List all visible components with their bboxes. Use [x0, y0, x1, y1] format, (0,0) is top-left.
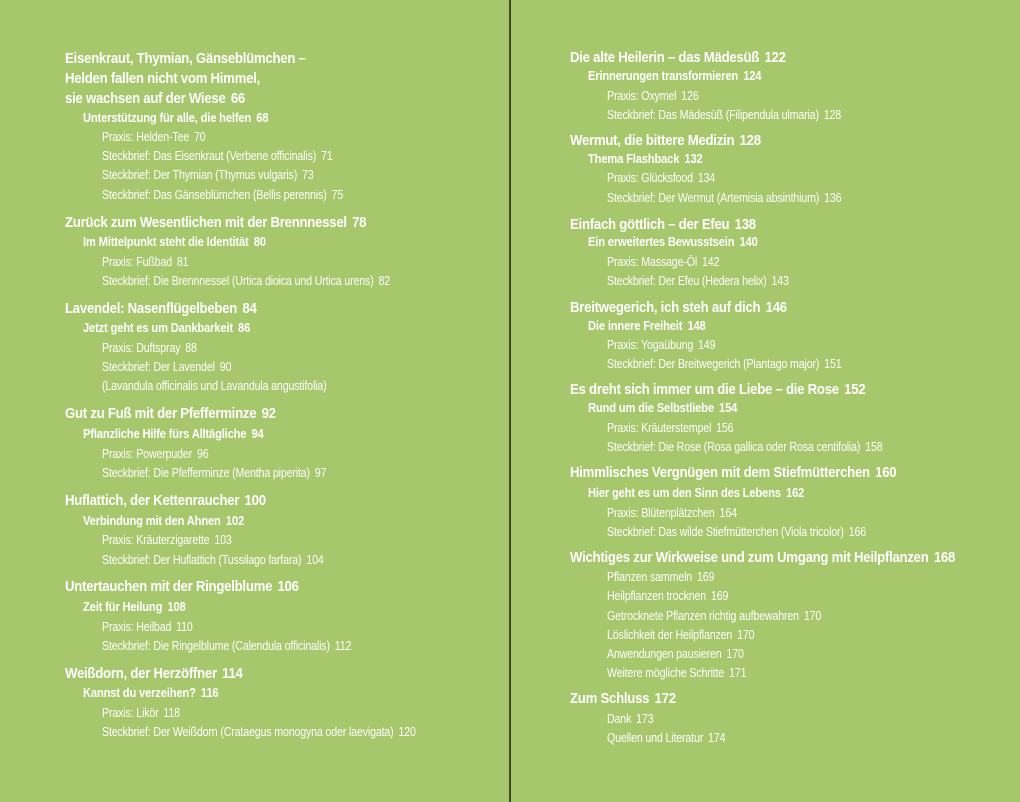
toc-entry-title: Rund um die Selbstliebe	[588, 400, 714, 415]
book-spine	[509, 0, 511, 802]
toc-page-number: 80	[253, 234, 266, 249]
toc-entry-title: Steckbrief: Der Huflattich (Tussilago farfara)	[102, 552, 302, 567]
toc-page-number: 103	[214, 532, 232, 547]
toc-page-number: 164	[719, 505, 737, 520]
toc-entry-title: Steckbrief: Die Brennnessel (Urtica dioica und Urtica urens)	[102, 273, 374, 288]
toc-page-number: 134	[697, 170, 716, 185]
toc-page-number: 81	[176, 254, 189, 269]
toc-entry-title: Lavendel: Nasenflügelbeben	[65, 300, 238, 317]
toc-entry-title: Unterstützung für alle, die helfen	[83, 110, 252, 125]
toc-entry-title: Zeit für Heilung	[83, 599, 163, 614]
toc-page-number: 78	[352, 214, 367, 231]
toc-entry-title: Praxis: Duftspray	[102, 340, 181, 355]
toc-chapter	[65, 405, 276, 422]
toc-chapter	[65, 300, 257, 317]
toc-entry-title: Himmlisches Vergnügen mit dem Stiefmütterchen	[570, 464, 870, 481]
toc-page-number: 104	[306, 552, 324, 567]
toc-entry-title: Steckbrief: Die Ringelblume (Calendula officinalis)	[102, 638, 330, 653]
toc-section	[83, 599, 186, 614]
toc-entry-title: Die alte Heilerin – das Mädesüß	[570, 49, 760, 66]
toc-page-number: 169	[696, 569, 715, 584]
toc-page-number: 84	[242, 300, 257, 317]
toc-subentry	[607, 88, 699, 103]
toc-subentry	[102, 273, 390, 288]
toc-page-number: 142	[701, 254, 720, 269]
toc-entry-title: Getrocknete Pflanzen richtig aufbewahren	[607, 608, 799, 623]
toc-page-number: 154	[719, 400, 738, 415]
toc-section	[588, 234, 758, 249]
toc-subentry	[607, 505, 737, 520]
toc-section	[588, 68, 761, 83]
toc-page-number: 128	[739, 132, 761, 149]
toc-entry-title: Dank	[607, 711, 632, 726]
toc-chapter	[570, 132, 761, 149]
toc-page-number: 173	[636, 711, 654, 726]
toc-page-number: 96	[196, 446, 209, 461]
toc-entry-title: Jetzt geht es um Dankbarkeit	[83, 320, 233, 335]
toc-entry-title: Gut zu Fuß mit der Pfefferminze	[65, 405, 257, 422]
toc-page-number: 149	[698, 337, 716, 352]
toc-chapter	[570, 464, 896, 481]
toc-page-number: 120	[398, 724, 416, 739]
toc-chapter	[570, 690, 676, 707]
toc-page-number: 108	[167, 599, 186, 614]
toc-chapter	[570, 49, 786, 66]
toc-page-number: 88	[185, 340, 197, 355]
toc-subentry	[607, 730, 725, 745]
toc-page-number: 152	[844, 381, 866, 398]
toc-subentry	[607, 337, 715, 352]
toc-subentry	[607, 711, 653, 726]
toc-page-number: 122	[764, 49, 786, 66]
toc-page-number: 172	[654, 690, 676, 707]
toc-entry-title: Praxis: Glücksfood	[607, 170, 693, 185]
toc-entry-title: (Lavandula officinalis und Lavandula angustifolia)	[102, 378, 327, 393]
toc-page-number: 116	[200, 685, 219, 700]
toc-page-number: 171	[729, 665, 747, 680]
toc-chapter	[570, 216, 756, 233]
toc-page-number: 70	[194, 129, 206, 144]
toc-subentry	[607, 524, 866, 539]
toc-entry-title: Anwendungen pausieren	[607, 646, 722, 661]
toc-subentry	[102, 724, 416, 739]
toc-page-number: 151	[824, 356, 842, 371]
toc-entry-title: Praxis: Likör	[102, 705, 159, 720]
toc-entry-title: Helden fallen nicht vom Himmel,	[65, 70, 261, 87]
toc-entry-title: Breitwegerich, ich steh auf dich	[570, 299, 761, 316]
toc-page-number: 143	[771, 273, 789, 288]
toc-subentry	[607, 588, 728, 603]
toc-entry-title: Steckbrief: Der Efeu (Hedera helix)	[607, 273, 767, 288]
toc-chapter	[65, 214, 366, 231]
toc-section	[588, 151, 703, 166]
toc-subentry	[607, 254, 719, 269]
toc-entry-title: Steckbrief: Das Gänseblümchen (Bellis perennis)	[102, 187, 327, 202]
toc-subentry	[607, 190, 841, 205]
toc-section	[588, 485, 804, 500]
toc-entry-title: Steckbrief: Das Eisenkraut (Verbene officinalis)	[102, 148, 317, 163]
toc-subentry	[607, 107, 841, 122]
toc-page-number: 162	[785, 485, 805, 500]
toc-page-number: 112	[334, 638, 352, 653]
toc-subentry	[102, 340, 197, 355]
toc-entry-title: Steckbrief: Der Weißdorn (Crataegus monogyna oder laevigata)	[102, 724, 394, 739]
toc-entry-title: Steckbrief: Der Wermut (Artemisia absinthium)	[607, 190, 820, 205]
toc-page-number: 170	[737, 627, 755, 642]
toc-page-number: 82	[378, 273, 391, 288]
toc-page-number: 100	[244, 492, 266, 509]
toc-entry-title: Untertauchen mit der Ringelblume	[65, 578, 273, 595]
toc-page-number: 126	[681, 88, 699, 103]
toc-entry-title: Thema Flashback	[588, 151, 680, 166]
toc-chapter	[65, 70, 260, 87]
toc-entry-title: Huflattich, der Kettenraucher	[65, 492, 240, 509]
toc-entry-title: Verbindung mit den Ahnen	[83, 513, 221, 528]
toc-subentry	[102, 552, 324, 567]
toc-section	[83, 110, 268, 125]
toc-entry-title: Hier geht es um den Sinn des Lebens	[588, 485, 781, 500]
toc-page-number: 138	[734, 216, 756, 233]
toc-subentry	[607, 273, 789, 288]
toc-section	[83, 234, 266, 249]
toc-subentry	[607, 646, 744, 661]
toc-page-number: 94	[251, 426, 264, 441]
toc-page-number: 170	[726, 646, 744, 661]
toc-entry-title: Praxis: Powerpuder	[102, 446, 193, 461]
toc-entry-title: Ein erweitertes Bewusstsein	[588, 234, 735, 249]
toc-page-number: 170	[803, 608, 822, 623]
toc-page-number: 86	[238, 320, 251, 335]
toc-subentry	[102, 638, 351, 653]
toc-subentry	[607, 665, 746, 680]
toc-page-number: 102	[225, 513, 244, 528]
toc-entry-title: Kannst du verzeihen?	[83, 685, 196, 700]
toc-page-number: 90	[219, 359, 232, 374]
toc-chapter	[570, 549, 955, 566]
toc-page-number: 166	[848, 524, 867, 539]
toc-entry-title: Praxis: Yogaübung	[607, 337, 694, 352]
toc-page-number: 169	[710, 588, 729, 603]
toc-page-number: 71	[321, 148, 333, 163]
toc-page-number: 160	[875, 464, 897, 481]
toc-entry-title: Erinnerungen transformieren	[588, 68, 739, 83]
toc-subentry	[102, 359, 231, 374]
toc-subentry	[102, 619, 193, 634]
toc-section	[588, 318, 706, 333]
toc-entry-title: Wichtiges zur Wirkweise und zum Umgang mit Heilpflanzen	[570, 549, 929, 566]
toc-subentry	[607, 439, 883, 454]
toc-entry-title: Praxis: Blütenplätzchen	[607, 505, 715, 520]
toc-chapter	[570, 381, 865, 398]
toc-chapter	[65, 578, 299, 595]
toc-subentry	[102, 148, 333, 163]
toc-subentry	[607, 356, 841, 371]
toc-entry-title: Steckbrief: Das Mädesüß (Filipendula ulmaria)	[607, 107, 819, 122]
toc-page-number: 158	[865, 439, 883, 454]
toc-entry-title: Steckbrief: Die Pfefferminze (Mentha piperita)	[102, 465, 310, 480]
toc-page-number: 132	[684, 151, 703, 166]
toc-subentry	[607, 170, 715, 185]
toc-section	[83, 685, 218, 700]
toc-page-number: 146	[765, 299, 787, 316]
toc-page-number: 136	[824, 190, 842, 205]
toc-entry-title: Quellen und Literatur	[607, 730, 704, 745]
toc-subentry	[102, 378, 327, 393]
toc-subentry	[607, 569, 714, 584]
toc-entry-title: Steckbrief: Der Lavendel	[102, 359, 215, 374]
toc-entry-title: Wermut, die bittere Medizin	[570, 132, 735, 149]
toc-page-number: 73	[302, 167, 314, 182]
toc-entry-title: Zum Schluss	[570, 690, 650, 707]
toc-chapter	[65, 665, 243, 682]
toc-page-number: 114	[222, 665, 243, 682]
toc-subentry	[607, 608, 821, 623]
toc-page-number: 66	[230, 90, 246, 107]
toc-entry-title: Zurück zum Wesentlichen mit der Brennnessel	[65, 214, 347, 231]
toc-entry-title: sie wachsen auf der Wiese	[65, 90, 226, 107]
toc-section	[83, 426, 264, 441]
toc-page-number: 174	[708, 730, 726, 745]
toc-chapter	[65, 90, 245, 107]
toc-page-number: 68	[256, 110, 269, 125]
toc-subentry	[102, 532, 232, 547]
toc-page-number: 110	[176, 619, 193, 634]
toc-entry-title: Praxis: Oxymel	[607, 88, 677, 103]
toc-subentry	[102, 167, 314, 182]
toc-entry-title: Weißdorn, der Herzöffner	[65, 665, 217, 682]
toc-subentry	[102, 187, 343, 202]
toc-section	[83, 513, 244, 528]
toc-page-number: 124	[743, 68, 762, 83]
toc-subentry	[102, 705, 180, 720]
toc-subentry	[102, 446, 209, 461]
toc-entry-title: Löslichkeit der Heilpflanzen	[607, 627, 733, 642]
toc-entry-title: Steckbrief: Das wilde Stiefmütterchen (Viola tricolor)	[607, 524, 844, 539]
toc-section	[588, 400, 737, 415]
toc-subentry	[102, 254, 188, 269]
toc-page-number: 140	[739, 234, 758, 249]
toc-page-number: 118	[163, 705, 180, 720]
toc-page-number: 92	[261, 405, 276, 422]
toc-page-number: 128	[823, 107, 842, 122]
toc-chapter	[65, 50, 306, 67]
toc-entry-title: Eisenkraut, Thymian, Gänseblümchen –	[65, 50, 306, 67]
toc-chapter	[65, 492, 266, 509]
toc-entry-title: Pflanzen sammeln	[607, 569, 693, 584]
toc-entry-title: Die innere Freiheit	[588, 318, 683, 333]
toc-page-number: 106	[277, 578, 299, 595]
toc-entry-title: Weitere mögliche Schritte	[607, 665, 725, 680]
toc-entry-title: Praxis: Kräuterstempel	[607, 420, 712, 435]
toc-entry-title: Heilpflanzen trocknen	[607, 588, 707, 603]
toc-entry-title: Steckbrief: Der Breitwegerich (Plantago major)	[607, 356, 820, 371]
toc-entry-title: Einfach göttlich – der Efeu	[570, 216, 730, 233]
toc-page-number: 97	[314, 465, 327, 480]
toc-page-number: 148	[687, 318, 706, 333]
toc-subentry	[607, 420, 733, 435]
toc-entry-title: Praxis: Heilbad	[102, 619, 172, 634]
toc-entry-title: Steckbrief: Der Thymian (Thymus vulgaris)	[102, 167, 298, 182]
toc-subentry	[102, 465, 326, 480]
toc-page-number: 168	[933, 549, 956, 566]
toc-section	[83, 320, 250, 335]
toc-entry-title: Praxis: Helden-Tee	[102, 129, 190, 144]
toc-entry-title: Praxis: Massage-Öl	[607, 254, 698, 269]
toc-chapter	[570, 299, 787, 316]
toc-entry-title: Steckbrief: Die Rose (Rosa gallica oder Rosa centifolia)	[607, 439, 861, 454]
toc-entry-title: Im Mittelpunkt steht die Identität	[83, 234, 249, 249]
toc-subentry	[102, 129, 206, 144]
toc-subentry	[607, 627, 754, 642]
toc-entry-title: Pflanzliche Hilfe fürs Alltägliche	[83, 426, 247, 441]
toc-entry-title: Praxis: Kräuterzigarette	[102, 532, 210, 547]
toc-page-number: 156	[716, 420, 734, 435]
toc-entry-title: Es dreht sich immer um die Liebe – die Rose	[570, 381, 839, 398]
toc-entry-title: Praxis: Fußbad	[102, 254, 172, 269]
toc-page-number: 75	[331, 187, 344, 202]
